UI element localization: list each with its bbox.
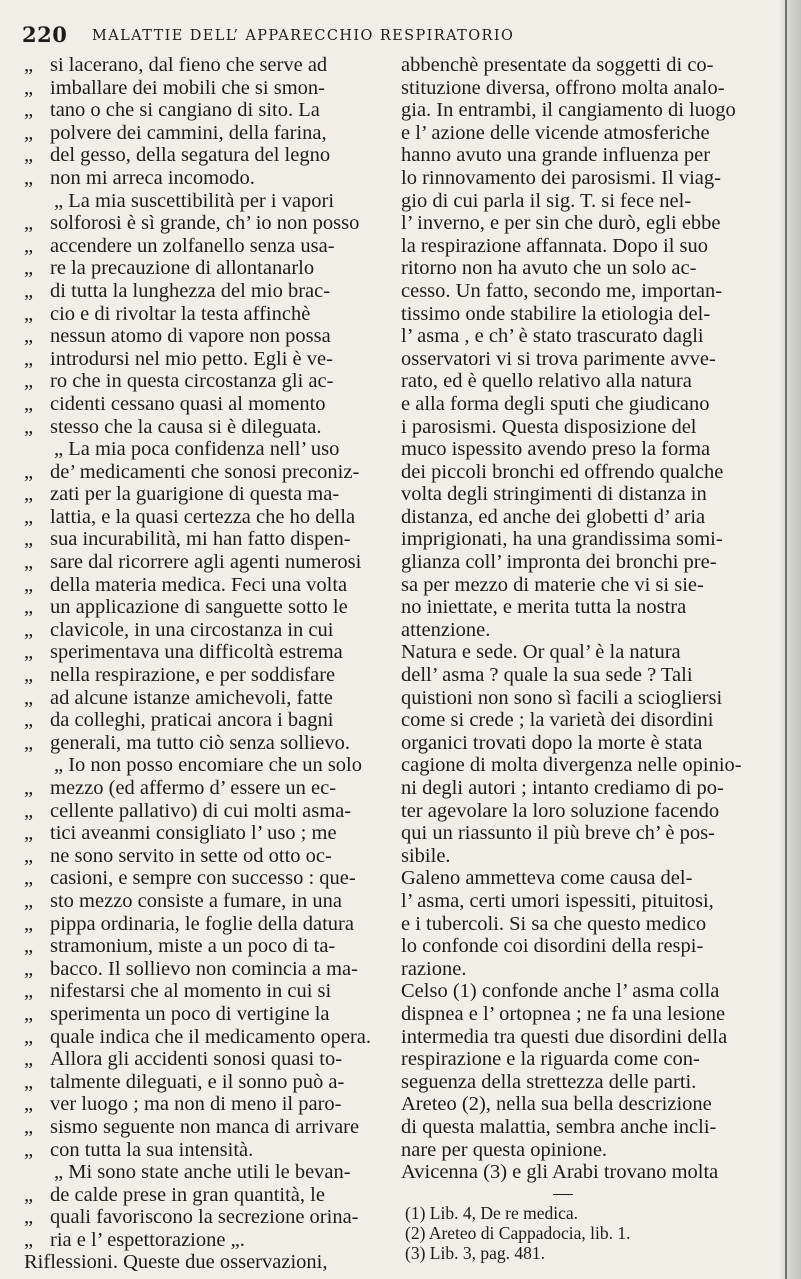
text-line: [401, 867, 761, 890]
page-edge-shadow: [779, 0, 801, 1279]
line-text: sperimentava una difficoltà estrema: [50, 641, 343, 664]
quote-mark: „: [24, 1228, 34, 1251]
quote-mark: „: [24, 325, 34, 348]
quote-mark: „: [24, 1206, 34, 1229]
line-text: la respirazione affannata. Dopo il suo: [401, 234, 709, 257]
line-text: sua incurabilità, mi han fatto dispen-: [50, 528, 351, 551]
line-text: muco ispessito avendo preso la forma: [401, 438, 711, 461]
text-line: [24, 1161, 390, 1184]
text-line: [24, 551, 390, 574]
line-text: cesso. Un fatto, secondo me, importan-: [401, 279, 723, 302]
quote-mark: „: [24, 1115, 34, 1138]
footnote-divider: [553, 1194, 573, 1195]
text-line: [24, 1093, 390, 1116]
line-text: nare per questa opinione.: [401, 1138, 608, 1161]
text-line: [24, 641, 390, 664]
text-line: [401, 257, 761, 280]
quote-mark: „: [24, 392, 34, 415]
page-number: 220: [22, 22, 68, 47]
text-line: [401, 167, 761, 190]
line-text: cagione di molta divergenza nelle opinio-: [401, 754, 742, 777]
quote-mark: „: [24, 257, 34, 280]
text-line: [401, 619, 761, 642]
line-text: ni degli autori ; intanto crediamo di po-: [401, 777, 724, 799]
text-line: [24, 687, 390, 710]
line-text: solforosi è sì grande, ch’ io non posso: [50, 212, 360, 235]
quote-mark: „: [24, 460, 34, 483]
quote-mark: „: [24, 867, 34, 890]
line-text: di questa malattia, sembra anche incli-: [401, 1115, 717, 1138]
text-line: [401, 393, 761, 416]
line-text: ver luogo ; ma non di meno il paro-: [50, 1093, 342, 1116]
line-text: accendere un zolfanello senza usa-: [50, 234, 335, 257]
line-text: attenzione.: [401, 618, 491, 641]
line-text: nella respirazione, e per soddisfare: [50, 664, 336, 687]
text-line: [401, 370, 761, 393]
text-line: [401, 483, 761, 506]
quote-mark: „: [24, 415, 34, 438]
running-title: MALATTIE DELL’ APPARECCHIO RESPIRATORIO: [92, 28, 515, 44]
quote-mark: „: [24, 234, 34, 257]
text-line: [24, 732, 390, 755]
text-line: [401, 303, 761, 326]
line-text: Galeno ammetteva come causa del-: [401, 867, 693, 890]
line-text: no iniettate, e merita tutta la nostra: [401, 596, 687, 619]
line-text: e alla forma degli sputi che giudicano: [401, 392, 710, 415]
line-text: intermedia tra questi due disordini della: [401, 1025, 728, 1048]
text-line: [24, 1003, 390, 1026]
line-text: polvere dei cammini, della farina,: [50, 121, 327, 144]
line-text: „ Mi sono state anche utili le bevan-: [54, 1161, 351, 1184]
line-text: hanno avuto una grande influenza per: [401, 144, 711, 167]
text-line: [24, 935, 390, 958]
right-column-body: [401, 54, 761, 1184]
line-text: sibile.: [401, 844, 451, 867]
line-text: lo confonde coi disordini della respi-: [401, 935, 704, 958]
line-text: volta degli stringimenti di distanza in: [401, 483, 707, 506]
footnote: (2) Areteo di Cappadocia, lib. 1.: [405, 1222, 631, 1243]
line-text: generali, ma tutto ciò senza sollievo.: [50, 731, 351, 754]
line-text: casioni, e sempre con successo : que-: [50, 867, 356, 890]
quote-mark: „: [24, 99, 34, 122]
quote-mark: „: [24, 1002, 34, 1025]
text-line: [24, 867, 390, 890]
line-text: organici trovati dopo la morte è stata: [401, 731, 703, 754]
quote-mark: „: [24, 1183, 34, 1206]
line-text: razione.: [401, 957, 467, 980]
quote-mark: „: [24, 935, 34, 958]
right-text-column: [401, 54, 761, 1263]
quote-mark: „: [24, 573, 34, 596]
line-text: rato, ed è quello relativo alla natura: [401, 370, 692, 393]
quote-mark: „: [24, 957, 34, 980]
line-text: imballare dei mobili che si smon-: [50, 76, 325, 99]
line-text: glianza coll’ impronta dei bronchi pre-: [401, 551, 717, 574]
line-text: l’ asma, certi umori ispessiti, pituitosi,: [401, 889, 714, 912]
quote-mark: „: [24, 596, 34, 619]
text-line: [401, 122, 761, 145]
text-line: [24, 1026, 390, 1049]
line-text: nifestarsi che al momento in cui si: [50, 980, 332, 1003]
text-line: [24, 1048, 390, 1071]
text-line: [24, 506, 390, 529]
text-line: [24, 1139, 390, 1162]
line-text: e l’ azione delle vicende atmosferiche: [401, 121, 710, 144]
text-line: [24, 1229, 390, 1252]
text-line: [401, 461, 761, 484]
text-line: [401, 1093, 761, 1116]
line-text: ro che in questa circostanza gli ac-: [50, 370, 334, 393]
line-text: respirazione e la riguarda come con-: [401, 1048, 700, 1071]
line-text: gia. In entrambi, il cangiamento di luogo: [401, 99, 736, 122]
quote-mark: „: [24, 370, 34, 393]
text-line: [401, 1003, 761, 1026]
text-line: [24, 1206, 390, 1229]
text-line: [24, 958, 390, 981]
quote-mark: „: [24, 641, 34, 664]
line-text: dell’ asma ? quale la sua sede ? Tali: [401, 664, 693, 687]
text-line: [24, 370, 390, 393]
line-text: lo rinnovamento dei parosismi. Il viag-: [401, 166, 721, 189]
text-line: [24, 664, 390, 687]
line-text: dispnea e l’ ortopnea ; ne fa una lesione: [401, 1002, 726, 1025]
line-text: cidenti cessano quasi al momento: [50, 392, 326, 415]
text-line: [24, 303, 390, 326]
left-text-column: [24, 54, 390, 1274]
text-line: [24, 800, 390, 823]
line-text: stesso che la causa si è dileguata.: [50, 415, 322, 438]
text-line: [24, 393, 390, 416]
quote-mark: „: [24, 302, 34, 325]
line-text: gio di cui parla il sig. T. si fece nel-: [401, 189, 692, 212]
line-text: l’ inverno, e per sin che durò, egli ebbe: [401, 212, 721, 235]
quote-mark: „: [24, 777, 34, 799]
quote-mark: „: [24, 54, 34, 76]
text-line: [24, 709, 390, 732]
line-text: quale indica che il medicamento opera.: [50, 1025, 372, 1048]
text-line: [401, 958, 761, 981]
line-text: Avicenna (3) e gli Arabi trovano molta: [401, 1161, 719, 1184]
line-text: pippa ordinaria, le foglie della datura: [50, 912, 354, 935]
line-text: di tutta la lunghezza del mio brac-: [50, 279, 331, 302]
line-text: bacco. Il sollievo non comincia a ma-: [50, 957, 358, 980]
quote-mark: „: [24, 551, 34, 574]
line-text: zati per la guarigione di questa ma-: [50, 483, 340, 506]
line-text: della materia medica. Feci una volta: [50, 573, 348, 596]
quote-mark: „: [24, 618, 34, 641]
line-text: mezzo (ed affermo d’ essere un ec-: [50, 777, 337, 799]
line-text: Areteo (2), nella sua bella descrizione: [401, 1093, 712, 1116]
page-header: [0, 18, 801, 48]
line-text: ria e l’ espettorazione „.: [50, 1228, 245, 1251]
text-line: [24, 122, 390, 145]
text-line: [401, 777, 761, 800]
line-text: sperimenta un poco di vertigine la: [50, 1002, 330, 1025]
text-line: [24, 528, 390, 551]
line-text: da colleghi, praticai ancora i bagni: [50, 709, 334, 732]
quote-mark: „: [24, 731, 34, 754]
quote-mark: „: [24, 844, 34, 867]
line-text: cio e di rivoltar la testa affinchè: [50, 302, 311, 325]
line-text: Allora gli accidenti sonosi quasi to-: [50, 1048, 343, 1071]
quote-mark: „: [24, 1093, 34, 1116]
line-text: introdursi nel mio petto. Egli è ve-: [50, 347, 333, 370]
quote-mark: „: [24, 664, 34, 687]
line-text: non mi arreca incomodo.: [50, 166, 255, 189]
line-text: qui un riassunto il più breve ch’ è pos-: [401, 822, 715, 845]
text-line: [24, 754, 390, 777]
line-text: lattia, e la quasi certezza che ho della: [50, 505, 356, 528]
text-line: [401, 845, 761, 868]
text-line: [401, 890, 761, 913]
text-line: [401, 506, 761, 529]
quote-mark: „: [24, 1025, 34, 1048]
line-text: cellente pallativo) di cui molti asma-: [50, 799, 352, 822]
line-text: stramonium, miste a un poco di ta-: [50, 935, 336, 958]
text-line: [24, 596, 390, 619]
quote-mark: „: [24, 347, 34, 370]
text-line: [24, 438, 390, 461]
text-line: [24, 167, 390, 190]
text-line: [24, 980, 390, 1003]
text-line: [401, 709, 761, 732]
text-line: [24, 619, 390, 642]
line-text: ter agevolare la loro soluzione facendo: [401, 799, 720, 822]
quote-mark: „: [24, 505, 34, 528]
footnote: (3) Lib. 3, pag. 481.: [405, 1242, 545, 1263]
text-line: [401, 190, 761, 213]
line-text: imprigionati, ha una grandissima somi-: [401, 528, 723, 551]
quote-mark: „: [24, 144, 34, 167]
line-text: tici aveanmi consigliato l’ uso ; me: [50, 822, 337, 845]
line-text: tissimo onde stabilire la etiologia del-: [401, 302, 711, 325]
line-text: dei piccoli bronchi ed offrendo qualche: [401, 460, 724, 483]
quote-mark: „: [24, 980, 34, 1003]
text-line: [401, 99, 761, 122]
line-text: clavicole, in una circostanza in cui: [50, 618, 334, 641]
text-line: [24, 1251, 390, 1274]
line-text: talmente dileguati, e il sonno può a-: [50, 1070, 345, 1093]
text-line: [401, 54, 761, 77]
quote-mark: „: [24, 76, 34, 99]
line-text: del gesso, della segatura del legno: [50, 144, 331, 167]
line-text: i parosismi. Questa disposizione del: [401, 415, 697, 438]
line-text: ad alcune istanze amichevoli, fatte: [50, 686, 333, 709]
text-line: [401, 1048, 761, 1071]
text-line: [401, 235, 761, 258]
quote-mark: „: [24, 166, 34, 189]
text-line: [24, 777, 390, 800]
line-text: un applicazione di sanguette sotto le: [50, 596, 348, 619]
line-text: de calde prese in gran quantità, le: [50, 1183, 325, 1206]
quote-mark: „: [24, 212, 34, 235]
quote-mark: „: [24, 912, 34, 935]
text-line: [401, 732, 761, 755]
text-line: [401, 664, 761, 687]
line-text: si lacerano, dal fieno che serve ad: [50, 54, 328, 76]
line-text: tano o che si cangiano di sito. La: [50, 99, 320, 122]
text-line: [401, 416, 761, 439]
text-line: [401, 687, 761, 710]
text-line: [24, 54, 390, 77]
line-text: seguenza della strettezza delle parti.: [401, 1070, 697, 1093]
line-text: sismo seguente non manca di arrivare: [50, 1115, 360, 1138]
line-text: sa per mezzo di materie che vi si sie-: [401, 573, 704, 596]
text-line: [401, 800, 761, 823]
text-line: [401, 348, 761, 371]
text-line: [401, 438, 761, 461]
text-line: [24, 483, 390, 506]
text-line: [24, 822, 390, 845]
text-line: [24, 144, 390, 167]
quote-mark: „: [24, 483, 34, 506]
line-text: abbenchè presentate da soggetti di co-: [401, 54, 714, 76]
line-text: distanza, ed anche dei globetti d’ aria: [401, 505, 706, 528]
line-text: „ La mia suscettibilità per i vapori: [54, 189, 335, 212]
text-line: [401, 574, 761, 597]
line-text: come si crede ; la varietà dei disordini: [401, 709, 714, 732]
quote-mark: „: [24, 799, 34, 822]
quote-mark: „: [24, 889, 34, 912]
line-text: ritorno non ha avuto che un solo ac-: [401, 257, 697, 280]
text-line: [24, 348, 390, 371]
text-line: [24, 461, 390, 484]
quote-mark: „: [24, 686, 34, 709]
text-line: [401, 528, 761, 551]
text-line: [24, 1071, 390, 1094]
text-line: [401, 280, 761, 303]
text-line: [401, 822, 761, 845]
quote-mark: „: [24, 121, 34, 144]
line-text: sare dal ricorrere agli agenti numerosi: [50, 551, 362, 574]
text-line: [24, 574, 390, 597]
text-line: [24, 416, 390, 439]
text-line: [24, 325, 390, 348]
text-line: [401, 1116, 761, 1139]
text-line: [401, 1071, 761, 1094]
text-line: [24, 99, 390, 122]
quote-mark: „: [24, 709, 34, 732]
quote-mark: „: [24, 822, 34, 845]
text-line: [24, 190, 390, 213]
quote-mark: „: [24, 1138, 34, 1161]
text-line: [401, 1139, 761, 1162]
text-line: [401, 1161, 761, 1184]
text-line: [401, 1026, 761, 1049]
text-line: [401, 935, 761, 958]
text-line: [24, 212, 390, 235]
line-text: Natura e sede. Or qual’ è la natura: [401, 641, 681, 664]
text-line: [401, 913, 761, 936]
line-text: quistioni non sono sì facili a sciogliersi: [401, 686, 723, 709]
line-text: ne sono servito in sette od otto oc-: [50, 844, 332, 867]
line-text: stituzione diversa, offrono molta analo-: [401, 76, 725, 99]
text-line: [401, 596, 761, 619]
text-line: [401, 144, 761, 167]
footnotes: [401, 1203, 761, 1263]
text-line: [24, 890, 390, 913]
line-text: „ Io non posso encomiare che un solo: [54, 754, 362, 777]
line-text: con tutta la sua intensità.: [50, 1138, 254, 1161]
text-line: [24, 280, 390, 303]
line-text: osservatori vi si trova parimente avve-: [401, 347, 716, 370]
text-line: [401, 980, 761, 1003]
line-text: „ La mia poca confidenza nell’ uso: [54, 438, 340, 461]
text-line: [24, 1116, 390, 1139]
line-text: Celso (1) confonde anche l’ asma colla: [401, 980, 720, 1003]
line-text: quali favoriscono la secrezione orina-: [50, 1206, 359, 1229]
text-line: [24, 845, 390, 868]
text-line: [24, 1184, 390, 1207]
line-text: re la precauzione di allontanarlo: [50, 257, 315, 280]
text-line: [24, 913, 390, 936]
line-text: nessun atomo di vapore non possa: [50, 325, 331, 348]
line-text: e i tubercoli. Si sa che questo medico: [401, 912, 707, 935]
text-line: [401, 551, 761, 574]
footnote: (1) Lib. 4, De re medica.: [405, 1202, 578, 1223]
text-line: [401, 754, 761, 777]
quote-mark: „: [24, 528, 34, 551]
page-edge-line: [785, 0, 787, 1279]
text-line: [401, 325, 761, 348]
text-line: [401, 212, 761, 235]
quote-mark: „: [24, 279, 34, 302]
quote-mark: „: [24, 1048, 34, 1071]
text-line: [24, 77, 390, 100]
quote-mark: „: [24, 1070, 34, 1093]
text-line: [24, 257, 390, 280]
line-text: sto mezzo consiste a fumare, in una: [50, 889, 343, 912]
line-text: de’ medicamenti che sonosi preconiz-: [50, 460, 360, 483]
line-text: l’ asma , e ch’ è stato trascurato dagli: [401, 325, 704, 348]
line-text: Riflessioni. Queste due osservazioni,: [24, 1251, 328, 1274]
text-line: [401, 641, 761, 664]
text-line: [24, 235, 390, 258]
text-line: [401, 77, 761, 100]
